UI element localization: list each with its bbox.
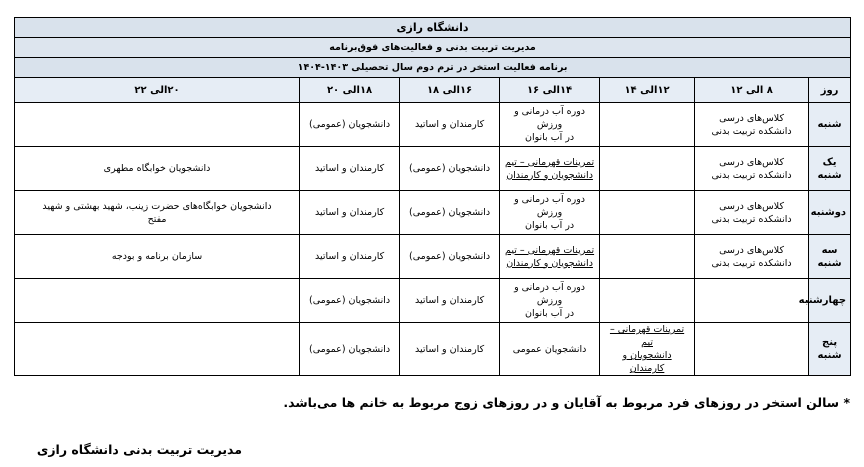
- schedule-cell-line: در آب بانوان: [524, 308, 575, 319]
- schedule-cell-line: در آب بانوان: [524, 132, 575, 143]
- schedule-cell: [300, 147, 400, 191]
- day-cell: شنبه: [809, 103, 851, 147]
- schedule-cell-line: دانشجویان خوابگاه مطهری: [103, 163, 211, 174]
- table-row: [15, 279, 851, 323]
- table-row: [15, 147, 851, 191]
- schedule-cell: [300, 103, 400, 147]
- schedule-cell: [500, 323, 600, 376]
- schedule-sheet: [14, 17, 850, 376]
- schedule-cell: [695, 279, 809, 323]
- schedule-cell: [695, 235, 809, 279]
- schedule-cell-line: دوره آب درمانی و ورزش: [514, 282, 586, 306]
- schedule-cell: [400, 191, 500, 235]
- schedule-cell-line: دانشجویان (عمومی): [309, 343, 391, 355]
- schedule-cell: [15, 191, 300, 235]
- schedule-cell-line: دوره آب درمانی و ورزش: [514, 194, 586, 218]
- column-header-16-18: ۱۶الی ۱۸: [400, 78, 500, 103]
- schedule-cell-line: دانشجویان (عمومی): [309, 295, 391, 306]
- schedule-cell: [600, 279, 695, 323]
- schedule-cell: [695, 191, 809, 235]
- schedule-cell-line: دانشجویان عمومی: [512, 343, 587, 355]
- schedule-cell: [695, 103, 809, 147]
- column-header-20-22: ۲۰الی ۲۲: [15, 78, 300, 103]
- schedule-cell-line: کارمندان و اساتید: [314, 251, 385, 262]
- schedule-cell: [400, 147, 500, 191]
- schedule-cell-line: دانشجویان خوابگاه‌های حضرت زینب، شهید بهشتی و شهید: [42, 200, 272, 212]
- schedule-cell: [600, 235, 695, 279]
- university-row: [15, 18, 851, 38]
- table-row: [15, 235, 851, 279]
- schedule-cell-line: کارمندان و اساتید: [414, 343, 485, 355]
- schedule-cell-line: کارمندان و اساتید: [314, 163, 385, 174]
- schedule-cell: [600, 191, 695, 235]
- schedule-cell-line: دانشجویان و کارمندان: [622, 350, 672, 374]
- schedule-cell-line: کلاس‌های درسی: [719, 112, 784, 124]
- schedule-cell-line: کارمندان و اساتید: [314, 207, 385, 218]
- program-title: برنامه فعالیت استخر در ترم دوم سال تحصیلی ۱۴۰۳-۱۴۰۴: [15, 58, 851, 78]
- schedule-cell-line: کلاس‌های درسی: [719, 244, 784, 256]
- department-row: [15, 38, 851, 58]
- schedule-cell: [600, 147, 695, 191]
- schedule-cell-line: سازمان برنامه و بودجه: [111, 251, 203, 262]
- program-row: [15, 58, 851, 78]
- day-cell: سه شنبه: [809, 235, 851, 279]
- schedule-cell: [15, 103, 300, 147]
- table-row: [15, 323, 851, 376]
- signature-line: مدیریت تربیت بدنی دانشگاه رازی: [36, 442, 242, 457]
- university-title: دانشگاه رازی: [15, 18, 851, 38]
- schedule-cell-line: دانشکده تربیت بدنی: [711, 213, 792, 225]
- schedule-cell: [15, 279, 300, 323]
- schedule-cell-line: دانشجویان (عمومی): [409, 163, 491, 174]
- schedule-cell: [600, 103, 695, 147]
- footnote: * سالن استخر در روزهای فرد مربوط به آقایان و در روزهای زوج مربوط به خانم ها می‌باشد.: [283, 395, 850, 410]
- schedule-cell-line: دانشجویان (عمومی): [409, 251, 491, 262]
- day-cell: دوشنبه: [809, 191, 851, 235]
- day-cell: پنج شنبه: [809, 323, 851, 376]
- schedule-cell-line: دانشجویان (عمومی): [409, 207, 491, 218]
- schedule-cell: [400, 279, 500, 323]
- schedule-cell: [300, 235, 400, 279]
- schedule-cell: [500, 191, 600, 235]
- schedule-cell-line: تمرینات قهرمانی – تیم: [505, 156, 595, 168]
- schedule-cell: [15, 147, 300, 191]
- schedule-cell-line: در آب بانوان: [524, 220, 575, 231]
- day-cell: یک شنبه: [809, 147, 851, 191]
- schedule-cell-line: دانشجویان و کارمندان: [506, 257, 593, 269]
- schedule-cell: [500, 235, 600, 279]
- schedule-cell: [15, 323, 300, 376]
- schedule-cell-line: تمرینات قهرمانی – تیم: [505, 244, 595, 256]
- table-row: [15, 191, 851, 235]
- schedule-cell: [300, 279, 400, 323]
- schedule-cell: [400, 103, 500, 147]
- column-header-8-12: ۸ الی ۱۲: [695, 78, 809, 103]
- schedule-cell-line: کلاس‌های درسی: [719, 200, 784, 212]
- schedule-cell-line: کارمندان و اساتید: [414, 295, 485, 306]
- schedule-cell: [400, 235, 500, 279]
- schedule-cell: [500, 279, 600, 323]
- schedule-cell: [500, 147, 600, 191]
- schedule-cell: [300, 191, 400, 235]
- schedule-cell-line: مفتح: [147, 213, 167, 225]
- column-header-18-20: ۱۸الی ۲۰: [300, 78, 400, 103]
- schedule-cell-line: تمرینات قهرمانی – تیم: [609, 324, 685, 348]
- schedule-cell-line: کارمندان و اساتید: [414, 119, 485, 130]
- schedule-cell: [300, 323, 400, 376]
- schedule-cell: [500, 103, 600, 147]
- department-title: مدیریت تربیت بدنی و فعالیت‌های فوق‌برنامه: [15, 38, 851, 58]
- table-row: [15, 103, 851, 147]
- pool-schedule-table: [14, 17, 851, 376]
- column-header-12-14: ۱۲الی ۱۴: [600, 78, 695, 103]
- schedule-cell-line: کلاس‌های درسی: [719, 156, 784, 168]
- schedule-cell: [400, 323, 500, 376]
- column-header-day: روز: [809, 78, 851, 103]
- schedule-cell-line: دوره آب درمانی و ورزش: [514, 106, 586, 130]
- schedule-cell-line: دانشکده تربیت بدنی: [711, 125, 792, 137]
- schedule-cell-line: دانشکده تربیت بدنی: [711, 257, 792, 269]
- schedule-cell-line: دانشجویان (عمومی): [309, 119, 391, 130]
- schedule-cell-line: دانشکده تربیت بدنی: [711, 169, 792, 181]
- day-cell: چهارشنبه: [809, 279, 851, 323]
- column-header-row: [15, 78, 851, 103]
- schedule-cell: [695, 323, 809, 376]
- column-header-14-16: ۱۴الی ۱۶: [500, 78, 600, 103]
- schedule-cell-line: دانشجویان و کارمندان: [506, 169, 593, 181]
- schedule-cell: [15, 235, 300, 279]
- schedule-cell: [695, 147, 809, 191]
- schedule-cell: [600, 323, 695, 376]
